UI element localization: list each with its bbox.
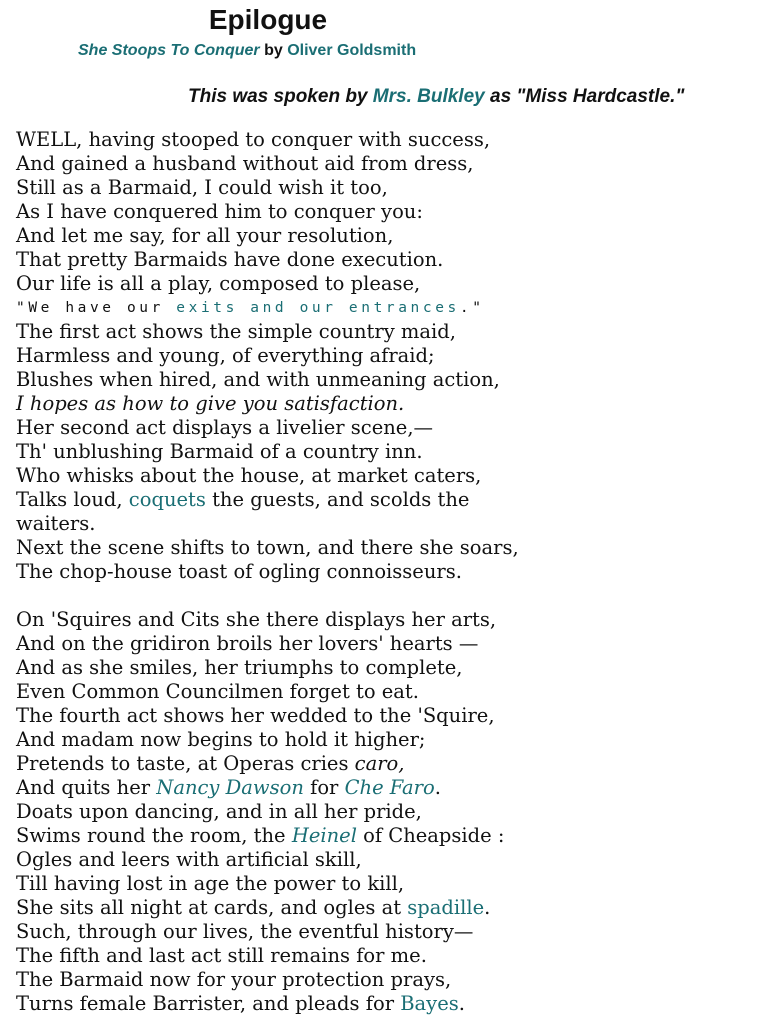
text-span: She sits all night at cards, and ogles at bbox=[16, 896, 408, 919]
text-span: of Cheapside : bbox=[356, 824, 505, 847]
poem-line bbox=[16, 488, 756, 512]
by-text: by bbox=[259, 42, 288, 59]
text-span: And quits her bbox=[16, 776, 157, 799]
poem-line: On 'Squires and Cits she there displays her arts, bbox=[16, 608, 497, 631]
poem-line: The fourth act shows her wedded to the 'Squire, bbox=[16, 704, 495, 727]
poem-line: Th' unblushing Barmaid of a country inn. bbox=[16, 440, 423, 463]
poem-line: Doats upon dancing, and in all her pride, bbox=[16, 800, 422, 823]
che-faro-link[interactable]: Che Faro bbox=[344, 776, 435, 799]
bayes-link[interactable]: Bayes bbox=[400, 992, 459, 1015]
quote-open: "We have our bbox=[16, 300, 177, 316]
poem-line: waiters. bbox=[16, 512, 96, 535]
text-span: the guests, and scolds the bbox=[205, 488, 470, 511]
poem-line: And as she smiles, her triumphs to complete, bbox=[16, 656, 463, 679]
author-link[interactable]: Oliver Goldsmith bbox=[287, 42, 417, 59]
poem-line: Till having lost in age the power to kill, bbox=[16, 872, 405, 895]
text-span: . bbox=[434, 776, 441, 799]
poem-line bbox=[16, 896, 756, 920]
quote-close: ." bbox=[459, 300, 485, 316]
poem-line: Harmless and young, of everything afraid; bbox=[16, 344, 435, 367]
poem-line: Next the scene shifts to town, and there she soars, bbox=[16, 536, 519, 559]
poem-line-italic: I hopes as how to give you satisfaction. bbox=[16, 392, 405, 415]
heinel-link[interactable]: Heinel bbox=[291, 824, 357, 847]
poem-line: Still as a Barmaid, I could wish it too, bbox=[16, 176, 388, 199]
text-span: Turns female Barrister, and pleads for bbox=[16, 992, 401, 1015]
poem-line: That pretty Barmaids have done execution. bbox=[16, 248, 444, 271]
poem-line bbox=[16, 992, 756, 1016]
poem-line: Our life is all a play, composed to please, bbox=[16, 272, 421, 295]
poem-line: The first act shows the simple country maid, bbox=[16, 320, 456, 343]
play-title-link[interactable]: She Stoops To Conquer bbox=[78, 42, 260, 59]
poem-line: Even Common Councilmen forget to eat. bbox=[16, 680, 419, 703]
text-span: for bbox=[303, 776, 345, 799]
poem-line: Her second act displays a livelier scene,— bbox=[16, 416, 434, 439]
poem-line bbox=[16, 776, 756, 800]
spoken-by-line bbox=[188, 86, 684, 108]
poem-body bbox=[16, 128, 756, 1016]
poem-line: Such, through our lives, the eventful history— bbox=[16, 920, 474, 943]
poem-line bbox=[16, 752, 756, 776]
quote-line bbox=[16, 296, 756, 320]
poem-line bbox=[16, 824, 756, 848]
poem-line: And on the gridiron broils her lovers' hearts — bbox=[16, 632, 479, 655]
poem-line: And let me say, for all your resolution, bbox=[16, 224, 394, 247]
text-span: Pretends to taste, at Operas cries bbox=[16, 752, 355, 775]
coquets-link[interactable]: coquets bbox=[128, 488, 206, 511]
poem-line: WELL, having stooped to conquer with success, bbox=[16, 128, 491, 151]
page-title: Epilogue bbox=[208, 4, 328, 35]
poem-line: As I have conquered him to conquer you: bbox=[16, 200, 423, 223]
spoken-suffix: as "Miss Hardcastle." bbox=[484, 86, 685, 107]
poem-line: And gained a husband without aid from dress, bbox=[16, 152, 474, 175]
stanza-break bbox=[16, 584, 756, 608]
spoken-prefix: This was spoken by bbox=[188, 86, 373, 107]
caro-italic: caro, bbox=[354, 752, 405, 775]
speaker-link[interactable]: Mrs. Bulkley bbox=[372, 86, 485, 107]
poem-line: The fifth and last act still remains for me. bbox=[16, 944, 427, 967]
exits-entrances-link[interactable]: exits and our entrances bbox=[176, 300, 460, 316]
text-span: . bbox=[484, 896, 491, 919]
subtitle bbox=[78, 42, 416, 60]
text-span: . bbox=[458, 992, 465, 1015]
spadille-link[interactable]: spadille bbox=[407, 896, 485, 919]
poem-line: Blushes when hired, and with unmeaning action, bbox=[16, 368, 500, 391]
text-span: Swims round the room, the bbox=[16, 824, 292, 847]
text-span: Talks loud, bbox=[16, 488, 129, 511]
poem-line: The chop-house toast of ogling connoisseurs. bbox=[16, 560, 462, 583]
poem-line: And madam now begins to hold it higher; bbox=[16, 728, 426, 751]
poem-line: Ogles and leers with artificial skill, bbox=[16, 848, 362, 871]
poem-line: The Barmaid now for your protection prays, bbox=[16, 968, 452, 991]
nancy-dawson-link[interactable]: Nancy Dawson bbox=[156, 776, 304, 799]
poem-line: Who whisks about the house, at market caters, bbox=[16, 464, 482, 487]
